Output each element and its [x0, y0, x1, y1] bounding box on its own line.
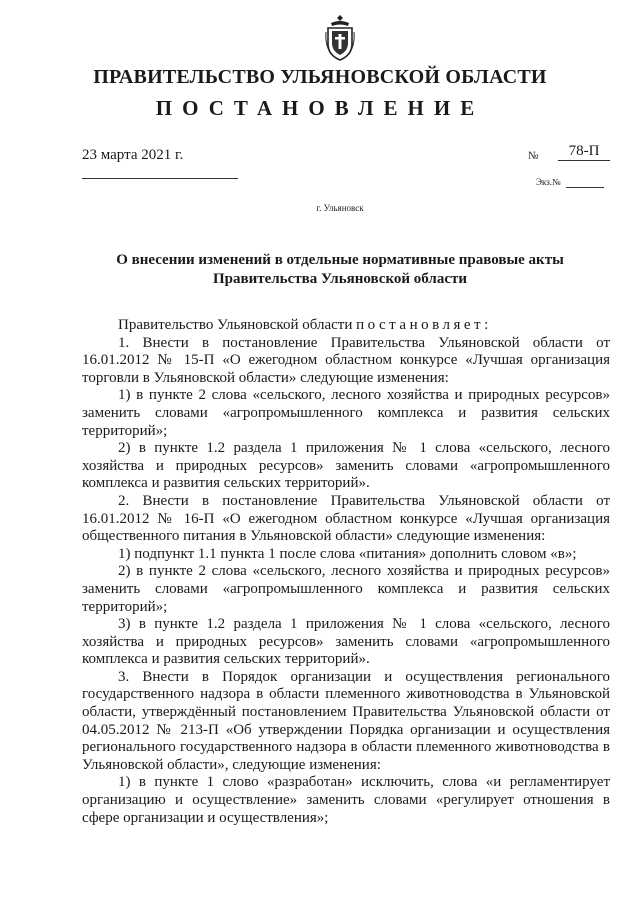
intro-decree-word: постановляет:	[356, 317, 492, 333]
copy-number-label: Экз.№	[536, 177, 561, 187]
city-name: г. Ульяновск	[316, 203, 364, 213]
subject-line-2: Правительства Ульяновской области	[212, 271, 468, 287]
paragraph-2: 2. Внести в постановление Правительства Ульяновской области от 16.01.2012 № 16-П «О ежегодном областном конкурсе «Лучшая организация общественного питания в Ульяновской области» следующие изменения:	[82, 492, 610, 545]
subject-line-1: О внесении изменений в отдельные нормативные правовые акты	[116, 252, 564, 268]
coat-of-arms-icon	[324, 14, 356, 62]
document-subject	[100, 251, 580, 289]
number-label: №	[528, 150, 539, 162]
paragraph-3: 3. Внести в Порядок организации и осуществления регионального государственного надзора в области племенного животноводства в Ульяновской области, утверждённый постановлением Правительства Ульяновской области от 04.05.2012 № 213-П «Об утверждении Порядка организации и осуществления регионального государственного надзора в области племенного животноводства в Ульяновской области», следующие изменения:	[82, 668, 610, 773]
paragraph-2-item-1: 1) подпункт 1.1 пункта 1 после слова «питания» дополнить словом «в»;	[118, 545, 577, 562]
document-body	[82, 317, 610, 827]
document-date: 23 марта 2021 г.	[82, 147, 184, 163]
paragraph-2-item-3: 3) в пункте 1.2 раздела 1 приложения № 1 слова «сельского, лесного хозяйства и природных ресурсов» заменить словами «агропромышленного комплекса и развития сельских территорий».	[82, 616, 610, 668]
paragraph-1-item-2: 2) в пункте 1.2 раздела 1 приложения № 1 слова «сельского, лесного хозяйства и природных ресурсов» заменить словами «агропромышленного комплекса и развития сельских территорий».	[82, 440, 610, 492]
government-title: ПРАВИТЕЛЬСТВО УЛЬЯНОВСКОЙ ОБЛАСТИ	[93, 66, 547, 88]
document-type-title: ПОСТАНОВЛЕНИЕ	[155, 96, 485, 120]
intro-text: Правительство Ульяновской области	[118, 317, 357, 333]
date-underline	[82, 178, 238, 179]
document-number: 78-П	[558, 142, 610, 161]
paragraph-2-item-2: 2) в пункте 2 слова «сельского, лесного хозяйства и природных ресурсов» заменить словами «агропромышленного комплекса и развития сельских территорий»;	[82, 563, 610, 615]
intro-paragraph	[82, 317, 610, 335]
copy-number-line	[566, 187, 604, 188]
paragraph-1-item-1: 1) в пункте 2 слова «сельского, лесного хозяйства и природных ресурсов» заменить словами «агропромышленного комплекса и развития сельских территорий»;	[82, 387, 610, 439]
paragraph-3-item-1: 1) в пункте 1 слово «разработан» исключить, слова «и регламентирует организацию и осуществление» заменить словами «регулирует отношения в сфере организации и осуществления»;	[82, 774, 610, 826]
paragraph-1: 1. Внести в постановление Правительства Ульяновской области от 16.01.2012 № 15-П «О ежегодном областном конкурсе «Лучшая организация торговли в Ульяновской области» следующие изменения:	[82, 334, 610, 386]
